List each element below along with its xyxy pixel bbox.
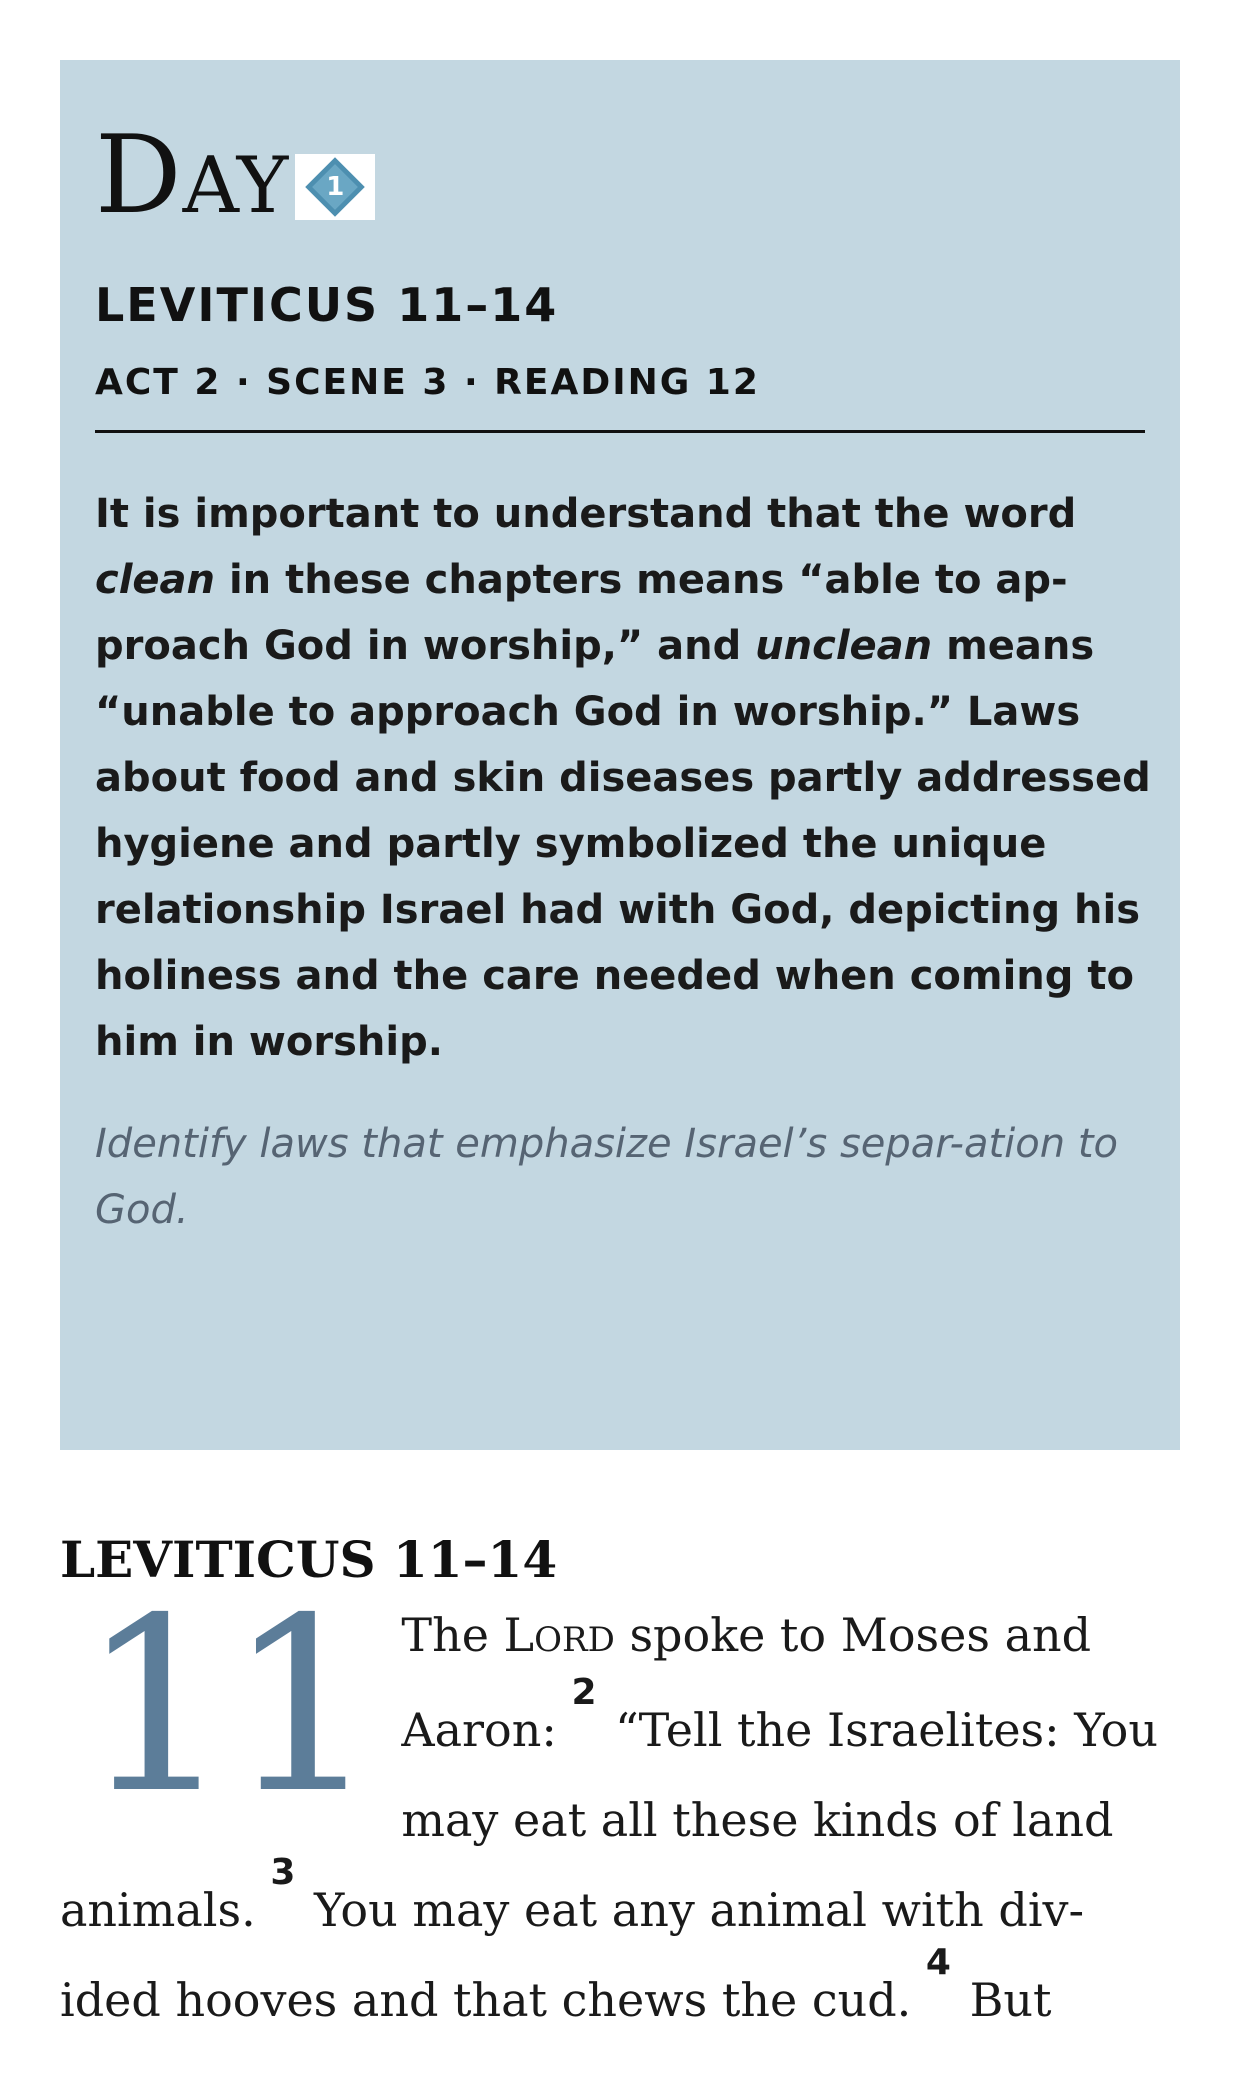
day-heading [95, 113, 1145, 238]
scripture-text-5: But [954, 1973, 1052, 2027]
reading-reference: LEVITICUS 11–14 [95, 278, 559, 332]
scripture-text [60, 1566, 1180, 2045]
scripture-text-4: You may eat any animal with div-ided hooves and that chews the cud. [60, 1883, 1085, 2027]
reading-location: ACT 2 · SCENE 3 · READING 12 [95, 362, 760, 404]
reflection-prompt: Identify laws that emphasize Israel’s separ-ation to God. [95, 1121, 1118, 1234]
intro-italic-clean: clean [95, 557, 216, 604]
lord-initial: L [503, 1608, 535, 1662]
day-label-initial: D [95, 113, 183, 238]
scripture-text-3: “Tell the Israelites: You may eat all these kinds of land animals. [60, 1703, 1158, 1937]
intro-text-3: means “unable to approach God in worship.” Laws about food and skin diseases partly addressed hygiene and partly symbolized the unique relationship Israel had with God, depicting his holiness and the care needed when coming to him in worship. [95, 623, 1151, 1066]
scripture-text-2: spoke to Moses and Aaron: [401, 1608, 1092, 1757]
day-label [95, 113, 290, 238]
verse-number-2: 2 [571, 1672, 597, 1713]
intro-text-1: It is important to understand that the word [95, 491, 1077, 538]
intro-paragraph [95, 481, 1155, 1075]
intro-text-2: in these chapters means “able to ap-proach God in worship,” and [95, 557, 1068, 670]
verse-number-4: 4 [925, 1942, 951, 1983]
scripture-section [60, 1530, 1180, 2045]
day-number-badge [295, 154, 375, 220]
divider [95, 430, 1145, 433]
chapter-number: 11 [80, 1566, 374, 1846]
lord-small-caps: ORD [534, 1620, 615, 1660]
scripture-text-1: The [401, 1608, 504, 1662]
verse-number-3: 3 [270, 1852, 296, 1893]
scripture-title: LEVITICUS 11–14 [60, 1530, 558, 1589]
reading-intro-panel [60, 60, 1180, 1450]
day-label-rest: AY [182, 141, 290, 231]
day-number: 1 [326, 172, 345, 202]
intro-italic-unclean: unclean [755, 623, 933, 670]
